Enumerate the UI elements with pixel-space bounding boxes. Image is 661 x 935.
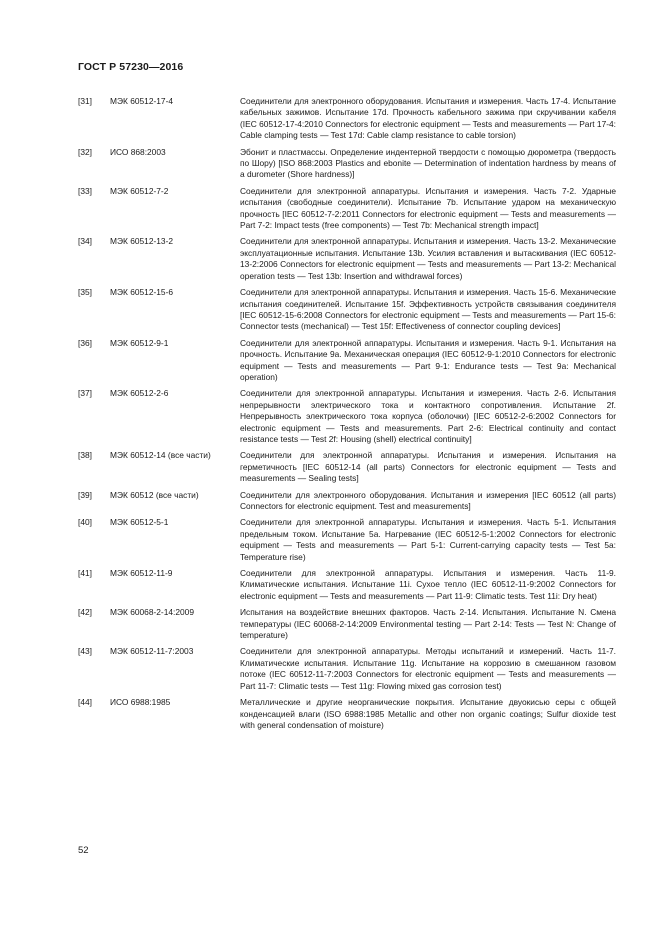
reference-standard: МЭК 60512-11-7:2003 (110, 646, 194, 657)
reference-description: Соединители для электронной аппаратуры. Испытания и измерения. Часть 11-9. Климатические испытания. Испытание 11i. Сухое тепло (IEC 60512-11-9:2002 Connectors for electronic equipment — Tests and measurements — Part 11-9: Climatic tests. Test 11i: Dry heat) (240, 568, 616, 601)
document-header: ГОСТ Р 57230—2016 (78, 61, 184, 73)
reference-item (78, 287, 616, 333)
reference-list (78, 96, 616, 736)
reference-description: Соединители для электронной аппаратуры. Испытания и измерения. Часть 13-2. Механические эксплуатационные испытания. Испытание 13b. Усилия вставления и вытаскивания (IEC 60512-13-2:2006 Connectors for electronic equipment — Tests and measurements — Part 13-2: Mechanical operation tests — Test 13b: Insertion and withdrawal forces) (240, 236, 616, 281)
reference-standard: ИСО 6988:1985 (110, 697, 171, 708)
reference-description: Соединители для электронной аппаратуры. Испытания и измерения. Испытания на герметичность [IEC 60512-14 (all parts) Connectors for electronic equipment — Tests and measurements — Sealing tests] (240, 450, 616, 484)
reference-item (78, 450, 616, 484)
reference-number: [33] (78, 185, 92, 196)
reference-description: Эбонит и пластмассы. Определение индентерной твердости с помощью дюрометра (твердость по Шору) [ISO 868:2003 Plastics and ebonite — Determination of indentation hardness by means of a durometer (Shore hardness)] (240, 146, 616, 180)
reference-number: [42] (78, 607, 92, 618)
page-number: 52 (78, 845, 89, 856)
reference-item (78, 388, 616, 445)
reference-number: [31] (78, 96, 92, 106)
reference-standard: МЭК 60512 (все части) (110, 489, 199, 500)
reference-standard: МЭК 60512-5-1 (110, 517, 169, 528)
reference-description: Соединители для электронной аппаратуры. Испытания и измерения. Часть 9-1. Испытания на прочность. Испытание 9а. Механическая операция (IEC 60512-9-1:2010 Connectors for electronic equipment — Tests and measurements — Part 9-1: Endurance tests — Test 9a: Mechanical operation) (240, 337, 616, 382)
reference-item (78, 646, 616, 692)
reference-number: [36] (78, 337, 92, 348)
reference-description: Соединители для электронной аппаратуры. Испытания и измерения. Часть 2-6. Испытания непрерывности электрического тока и контактного сопротивления. Испытание 2f. Непрерывность электрического тока корпуса (оболочки) [IEC 60512-2-6:2002 Connectors for electronic equipment — Tests and measurements. Part 2-6: Electrical continuity and contact resistance tests — Test 2f: Housing (shell) electrical continuity] (240, 388, 616, 444)
reference-item (78, 96, 616, 142)
reference-item (78, 147, 616, 181)
reference-item (78, 607, 616, 641)
reference-description: Испытания на воздействие внешних факторов. Часть 2-14. Испытания. Испытание N. Смена температуры (IEC 60068-2-14:2009 Environmental testing — Part 2-14: Tests — Test N: Change of temperature) (240, 607, 616, 641)
reference-item (78, 186, 616, 232)
reference-standard: МЭК 60512-2-6 (110, 388, 169, 399)
reference-item (78, 490, 616, 513)
reference-number: [35] (78, 287, 92, 298)
reference-item (78, 338, 616, 384)
reference-standard: МЭК 60512-11-9 (110, 568, 173, 579)
reference-standard: МЭК 60512-17-4 (110, 96, 174, 106)
reference-number: [37] (78, 388, 92, 399)
reference-standard: ИСО 868:2003 (110, 146, 166, 157)
reference-standard: МЭК 60512-14 (все части) (110, 450, 211, 461)
reference-item (78, 568, 616, 602)
reference-standard: МЭК 60512-7-2 (110, 185, 169, 196)
reference-number: [39] (78, 489, 92, 500)
reference-number: [44] (78, 697, 92, 708)
reference-number: [38] (78, 450, 92, 461)
reference-description: Соединители для электронного оборудования. Испытания и измерения. Часть 17-4. Испытание кабельных зажимов. Испытание 17d. Прочность кабельного зажима при скручивании кабеля (IEC 60512-17-4:2010 Connectors for electronic equipment — Tests and measurements — Part 17-4: Cable clamping tests — Test 17d: Cable clamp resistance to cable torsion) (240, 96, 616, 141)
reference-number: [43] (78, 646, 92, 657)
reference-description: Соединители для электронной аппаратуры. Методы испытаний и измерений. Часть 11-7. Климатические испытания. Испытание 11g. Испытание на коррозию в смешанном газовом потоке (IEC 60512-11-7:2003 Connectors for electronic equipment — Tests and measurements — Part 11-7: Climatic tests — Test 11g: Flowing mixed gas corrosion test) (240, 646, 616, 691)
reference-description: Соединители для электронной аппаратуры. Испытания и измерения. Часть 5-1. Испытания предельным током. Испытание 5а. Нагревание (IEC 60512-5-1:2002 Connectors for electronic equipment — Tests and measurements — Part 5-1: Current-carrying capacity tests — Test 5a: Temperature rise) (240, 517, 616, 562)
reference-item (78, 517, 616, 563)
reference-number: [32] (78, 146, 92, 157)
reference-standard: МЭК 60512-15-6 (110, 287, 174, 298)
reference-item (78, 697, 616, 731)
reference-number: [34] (78, 236, 92, 247)
reference-number: [41] (78, 568, 92, 579)
reference-number: [40] (78, 517, 92, 528)
reference-description: Соединители для электронной аппаратуры. Испытания и измерения. Часть 15-6. Механические испытания соединителей. Испытание 15f. Эффективность устройств связывания соединителя [IEC 60512-15-6:2008 Connectors for electronic equipment — Tests and measurements — Part 15-6: Connector tests (mechanical) — Test 15f: Effectiveness of connector coupling devices] (240, 287, 616, 332)
reference-description: Соединители для электронной аппаратуры. Испытания и измерения. Часть 7-2. Ударные испытания (свободные соединители). Испытание 7b. Испытание ударом на механическую прочность [IEC 60512-7-2:2011 Connectors for electronic equipment — Tests and measurements — Part 7-2: Impact tests (free components) — Test 7b: Mechanical strength impact] (240, 185, 616, 231)
reference-description: Соединители для электронного оборудования. Испытания и измерения [IEC 60512 (all parts) Connectors for electronic equipment. Test and measurements] (240, 489, 616, 511)
reference-description: Металлические и другие неорганические покрытия. Испытание двуокисью серы с общей конденсацией влаги (ISO 6988:1985 Metallic and other non organic coatings; Sulfur dioxide test with general condensation of moisture) (240, 697, 616, 730)
reference-standard: МЭК 60512-13-2 (110, 236, 174, 247)
reference-item (78, 236, 616, 282)
reference-standard: МЭК 60512-9-1 (110, 337, 169, 348)
reference-standard: МЭК 60068-2-14:2009 (110, 607, 194, 618)
